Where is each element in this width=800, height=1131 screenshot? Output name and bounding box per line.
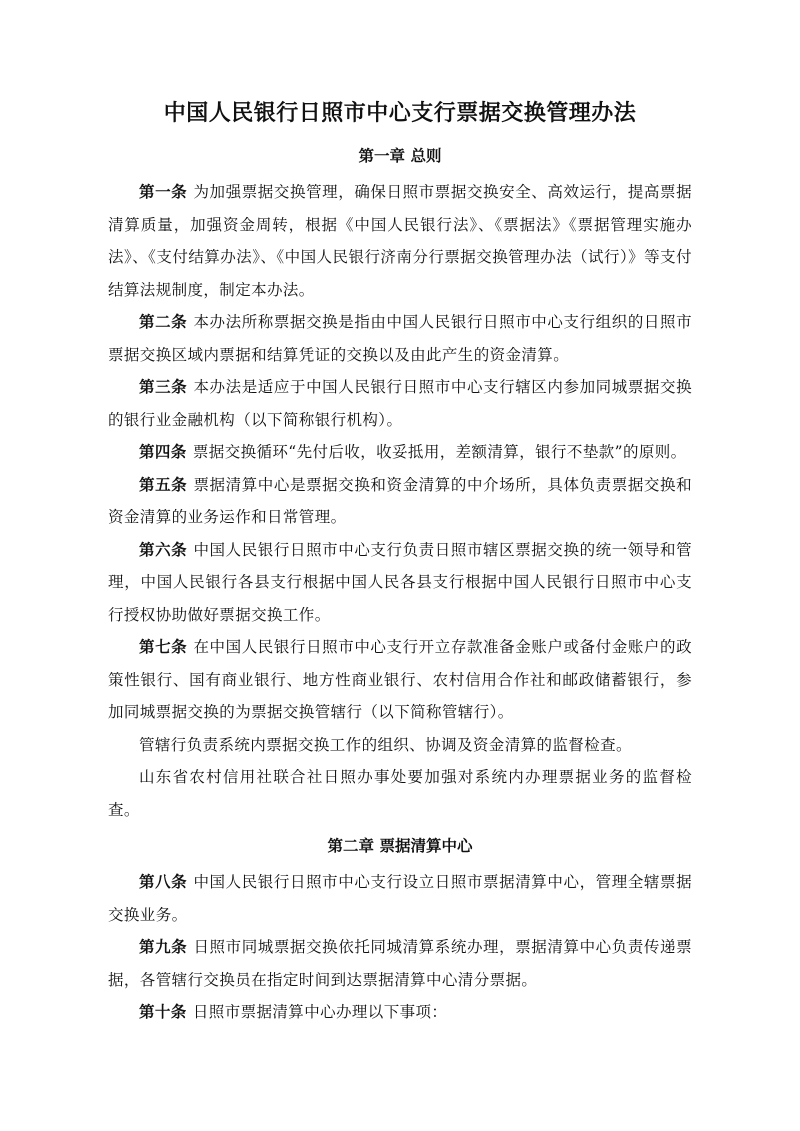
article-label: 第二条	[139, 313, 188, 331]
article-text: 中国人民银行日照市中心支行设立日照市票据清算中心，管理全辖票据交换业务。	[108, 873, 692, 924]
article-label: 第一条	[139, 183, 188, 201]
article-text: 在中国人民银行日照市中心支行开立存款准备金账户或备付金账户的政策性银行、国有商业银行、地方性商业银行、农村信用合作社和邮政储蓄银行，参加同城票据交换的为票据交换管辖行（以下简称管辖行）。	[108, 638, 692, 721]
article-6	[108, 534, 692, 632]
paragraph-credit-union-supervision: 山东省农村信用社联合社日照办事处要加强对系统内办理票据业务的监督检查。	[108, 768, 692, 819]
article-label: 第九条	[139, 938, 188, 956]
article-10	[108, 996, 692, 1029]
article-text: 票据清算中心是票据交换和资金清算的中介场所，具体负责票据交换和资金清算的业务运作和日常管理。	[108, 475, 692, 526]
article-label: 第七条	[139, 638, 188, 656]
paragraph-branch-supervision: 管辖行负责系统内票据交换工作的组织、协调及资金清算的监督检查。	[139, 735, 632, 754]
article-5	[108, 469, 692, 534]
article-3	[108, 371, 692, 436]
article-label: 第十条	[139, 1003, 187, 1021]
article-label: 第八条	[139, 873, 188, 891]
article-8	[108, 866, 692, 931]
document-title: 中国人民银行日照市中心支行票据交换管理办法	[163, 101, 637, 126]
article-7	[108, 631, 692, 729]
article-label: 第四条	[139, 443, 187, 461]
article-text: 日照市票据清算中心办理以下事项：	[192, 1003, 448, 1021]
article-2	[108, 306, 692, 371]
article-1	[108, 176, 692, 306]
article-text: 日照市同城票据交换依托同城清算系统办理，票据清算中心负责传递票据，各管辖行交换员在指定时间到达票据清算中心清分票据。	[108, 938, 692, 989]
article-text: 本办法所称票据交换是指由中国人民银行日照市中心支行组织的日照市票据交换区域内票据和结算凭证的交换以及由此产生的资金清算。	[108, 313, 692, 364]
article-text: 票据交换循环“先付后收，收妥抵用，差额清算，银行不垫款”的原则。	[192, 443, 687, 461]
chapter-2-heading: 第二章 票据清算中心	[327, 837, 473, 855]
article-text: 本办法是适应于中国人民银行日照市中心支行辖区内参加同城票据交换的银行业金融机构（以下简称银行机构）。	[108, 378, 692, 429]
article-text: 中国人民银行日照市中心支行负责日照市辖区票据交换的统一领导和管理，中国人民银行各县支行根据中国人民各县支行根据中国人民银行日照市中心支行授权协助做好票据交换工作。	[108, 540, 692, 624]
article-9	[108, 931, 692, 996]
article-text: 为加强票据交换管理，确保日照市票据交换安全、高效运行，提高票据清算质量，加强资金周转，根据《中国人民银行法》、《票据法》《票据管理实施办法》、《支付结算办法》、《中国人民银行济南分行票据交换管理办法（试行）》等支付结算法规制度，制定本办法。	[108, 183, 692, 299]
article-label: 第三条	[139, 378, 188, 396]
article-label: 第五条	[139, 475, 188, 494]
article-4	[108, 436, 692, 469]
article-label: 第六条	[139, 540, 188, 559]
chapter-1-heading: 第一章 总则	[358, 147, 442, 165]
